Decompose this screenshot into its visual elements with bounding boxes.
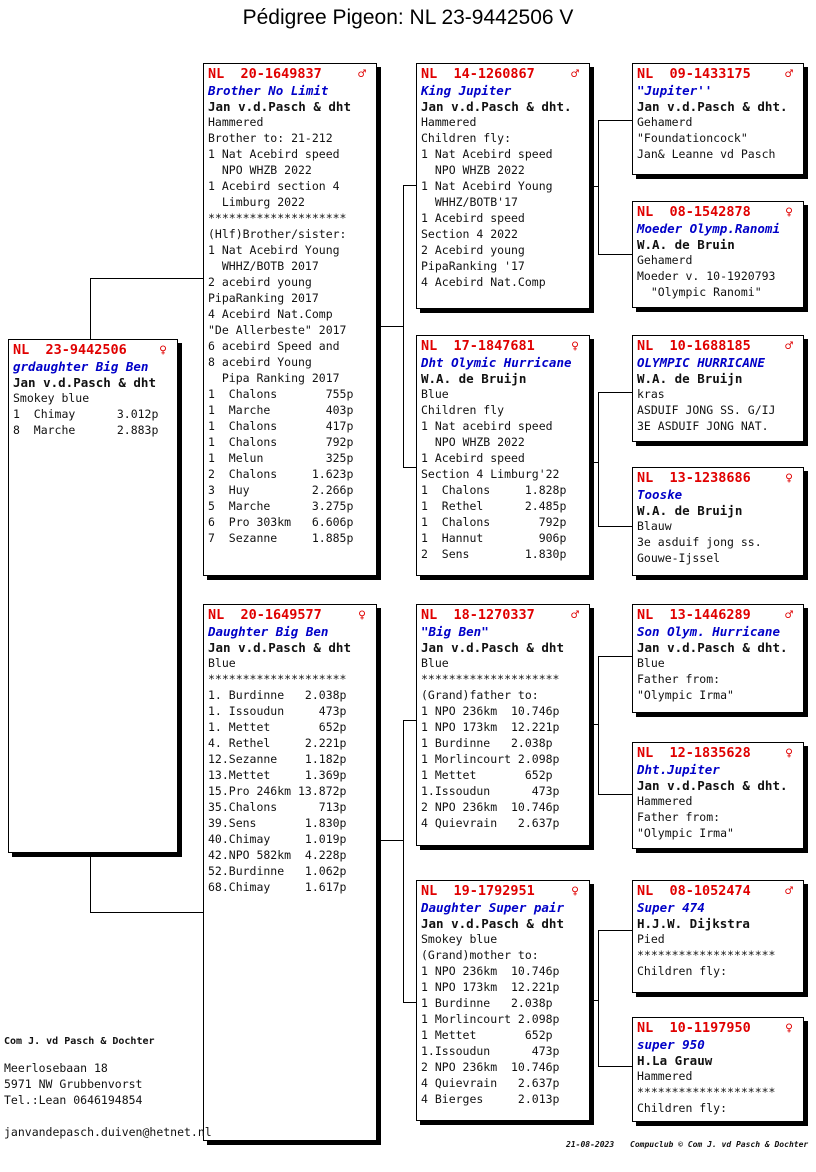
info-line: (Hlf)Brother/sister:	[208, 227, 347, 241]
ring-code: 13-1446289	[669, 607, 751, 623]
ring-code: 19-1792951	[453, 883, 535, 899]
pigeon-card	[632, 63, 804, 175]
pigeon-name: King Jupiter	[421, 83, 512, 98]
connector-line	[598, 656, 599, 794]
ring-number	[13, 342, 127, 359]
info-line: 1 Nat Acebird Young	[208, 243, 340, 257]
country-code: NL	[637, 745, 654, 761]
pigeon-header	[637, 204, 799, 221]
pigeon-card	[632, 335, 804, 442]
pigeon-header	[421, 607, 585, 624]
connector-line	[403, 185, 417, 186]
connector-line	[598, 120, 633, 121]
info-line: 4 Bierges 2.013p	[421, 1092, 560, 1106]
info-line: 5 Marche 3.275p	[208, 499, 354, 513]
info-line: 2 Sens 1.830p	[421, 547, 567, 561]
pigeon-header	[421, 66, 585, 83]
ring-code: 20-1649577	[240, 607, 322, 623]
info-line: 8 Marche 2.883p	[13, 423, 159, 437]
pigeon-header	[208, 66, 372, 83]
pigeon-header	[637, 745, 799, 762]
info-line: Hammered	[637, 794, 693, 808]
software-credit: Compuclub © Com J. vd Pasch & Dochter	[630, 1140, 809, 1149]
info-line: "Foundationcock"	[637, 131, 748, 145]
female-icon: ♀	[159, 343, 167, 358]
breeder-name: Jan v.d.Pasch & dht	[208, 99, 351, 114]
ring-number	[637, 883, 751, 900]
info-line: 4 Acebird Nat.Comp	[421, 275, 546, 289]
info-line: Blue	[208, 656, 236, 670]
info-line: Limburg 2022	[208, 195, 305, 209]
breeder-name: W.A. de Bruijn	[637, 503, 743, 518]
info-line: 2 NPO 236km 10.746p	[421, 1060, 560, 1074]
address-line: Tel.:Lean 0646194854	[4, 1093, 143, 1107]
info-line: Father from:	[637, 672, 721, 686]
breeder-name: H.La Grauw	[637, 1053, 713, 1068]
connector-line	[380, 326, 404, 327]
info-line: 2 NPO 236km 10.746p	[421, 800, 560, 814]
pigeon-name: Brother No Limit	[208, 83, 329, 98]
country-code: NL	[637, 338, 654, 354]
info-line: Children fly:	[421, 131, 512, 145]
info-line: 15.Pro 246km 13.872p	[208, 784, 347, 798]
pigeon-card	[632, 880, 804, 993]
breeder-name: Jan v.d.Pasch & dht	[208, 640, 351, 655]
page-title: Pédigree Pigeon: NL 23-9442506 V	[242, 6, 574, 29]
connector-line	[403, 185, 404, 467]
print-date: 21-08-2023	[566, 1140, 615, 1149]
pigeon-header	[637, 1020, 799, 1037]
pigeon-name: Moeder Olymp.Ranomi	[637, 221, 780, 236]
info-line: NPO WHZB 2022	[421, 435, 525, 449]
info-line: Pied	[637, 932, 665, 946]
info-line: 1 Mettet 652p	[421, 768, 553, 782]
female-icon: ♀	[571, 884, 579, 899]
ring-code: 14-1260867	[453, 66, 535, 82]
info-line: Brother to: 21-212	[208, 131, 333, 145]
info-line: Blue	[421, 387, 449, 401]
info-line: 1 Chalons 755p	[208, 387, 354, 401]
connector-line	[90, 912, 204, 913]
info-line: 1 Chimay 3.012p	[13, 407, 159, 421]
info-line: kras	[637, 387, 665, 401]
info-line: ********************	[637, 948, 776, 962]
info-line: "Olympic Irma"	[637, 826, 734, 840]
ring-code: 17-1847681	[453, 338, 535, 354]
male-icon: ♂	[571, 608, 579, 623]
info-line: "Olympic Ranomi"	[637, 285, 762, 299]
info-line: 1 Acebird speed	[421, 211, 525, 225]
info-line: 1 Chalons 1.828p	[421, 483, 567, 497]
connector-line	[598, 656, 633, 657]
info-line: Hammered	[637, 1069, 693, 1083]
info-line: 1 Nat Acebird speed	[421, 147, 553, 161]
info-line: 6 Pro 303km 6.606p	[208, 515, 354, 529]
info-line: PipaRanking 2017	[208, 291, 319, 305]
male-icon: ♂	[785, 608, 793, 623]
ring-number	[637, 470, 751, 487]
info-line: 42.NPO 582km 4.228p	[208, 848, 347, 862]
info-line: 1 Nat acebird speed	[421, 419, 553, 433]
info-line: 12.Sezanne 1.182p	[208, 752, 347, 766]
ring-number	[208, 66, 322, 83]
info-line: Pipa Ranking 2017	[208, 371, 340, 385]
info-line: ********************	[208, 211, 347, 225]
info-line: 35.Chalons 713p	[208, 800, 347, 814]
breeder-name: Jan v.d.Pasch & dht.	[421, 99, 572, 114]
pigeon-card	[203, 604, 377, 1141]
pigeon-header	[637, 607, 799, 624]
info-line: Children fly:	[637, 964, 728, 978]
info-line: ********************	[208, 672, 347, 686]
connector-line	[403, 720, 417, 721]
info-line: Hammered	[421, 115, 477, 129]
ring-number	[421, 338, 535, 355]
pigeon-header	[637, 883, 799, 900]
info-line: 8 acebird Young	[208, 355, 312, 369]
info-line: 1 Melun 325p	[208, 451, 354, 465]
pigeon-card	[632, 1017, 804, 1122]
info-line: 1 Acebird section 4	[208, 179, 340, 193]
info-line: 1 NPO 236km 10.746p	[421, 704, 560, 718]
country-code: NL	[421, 883, 438, 899]
country-code: NL	[208, 66, 225, 82]
info-line: 1 Nat Acebird Young	[421, 179, 553, 193]
pigeon-name: Daughter Super pair	[421, 900, 564, 915]
pigeon-name: super 950	[637, 1037, 705, 1052]
connector-line	[598, 930, 599, 1066]
ring-code: 20-1649837	[240, 66, 322, 82]
owner-name: Com J. vd Pasch & Dochter	[4, 1036, 155, 1047]
pigeon-card	[203, 63, 377, 576]
connector-line	[598, 930, 633, 931]
breeder-name: Jan v.d.Pasch & dht	[13, 375, 156, 390]
info-line: Children fly:	[637, 1101, 728, 1115]
ring-number	[208, 607, 322, 624]
ring-number	[637, 66, 751, 83]
breeder-name: W.A. de Bruin	[637, 237, 735, 252]
info-line: Moeder v. 10-1920793	[637, 269, 776, 283]
info-line: 1 NPO 173km 12.221p	[421, 980, 560, 994]
pigeon-name: Tooske	[637, 487, 683, 502]
info-line: 39.Sens 1.830p	[208, 816, 347, 830]
info-line: ASDUIF JONG SS. G/IJ	[637, 403, 776, 417]
connector-line	[598, 392, 599, 526]
info-line: 1 Rethel 2.485p	[421, 499, 567, 513]
info-line: 1 Burdinne 2.038p	[421, 736, 553, 750]
male-icon: ♂	[785, 67, 793, 82]
pigeon-header	[208, 607, 372, 624]
info-line: Children fly	[421, 403, 505, 417]
info-line: Blauw	[637, 519, 672, 533]
connector-line	[90, 278, 91, 342]
ring-code: 23-9442506	[45, 342, 127, 358]
male-icon: ♂	[571, 67, 579, 82]
male-icon: ♂	[358, 67, 366, 82]
female-icon: ♀	[785, 471, 793, 486]
country-code: NL	[421, 66, 438, 82]
info-line: 3e asduif jong ss.	[637, 535, 762, 549]
ring-number	[637, 338, 751, 355]
info-line: 3E ASDUIF JONG NAT.	[637, 419, 769, 433]
country-code: NL	[637, 883, 654, 899]
info-line: 4. Rethel 2.221p	[208, 736, 347, 750]
pigeon-name: OLYMPIC HURRICANE	[637, 355, 765, 370]
info-line: 40.Chimay 1.019p	[208, 832, 347, 846]
info-line: Gehamerd	[637, 115, 693, 129]
pigeon-name: Dht.Jupiter	[637, 762, 720, 777]
info-line: PipaRanking '17	[421, 259, 525, 273]
breeder-name: Jan v.d.Pasch & dht.	[637, 778, 788, 793]
info-line: WHHZ/BOTB'17	[421, 195, 518, 209]
ring-code: 13-1238686	[669, 470, 751, 486]
info-line: "Olympic Irma"	[637, 688, 734, 702]
info-line: "De Allerbeste" 2017	[208, 323, 347, 337]
info-line: Father from:	[637, 810, 721, 824]
info-line: Gehamerd	[637, 253, 693, 267]
pigeon-header	[421, 883, 585, 900]
info-line: 1 Nat Acebird speed	[208, 147, 340, 161]
info-line: 2 Acebird young	[421, 243, 525, 257]
country-code: NL	[421, 607, 438, 623]
ring-code: 09-1433175	[669, 66, 751, 82]
info-line: 13.Mettet 1.369p	[208, 768, 347, 782]
info-line: 1 NPO 236km 10.746p	[421, 964, 560, 978]
country-code: NL	[637, 1020, 654, 1036]
breeder-name: Jan v.d.Pasch & dht	[421, 640, 564, 655]
female-icon: ♀	[785, 205, 793, 220]
info-line: 1 Chalons 792p	[421, 515, 567, 529]
info-line: ********************	[421, 672, 560, 686]
info-line: 1 Acebird speed	[421, 451, 525, 465]
info-line: 1.Issoudun 473p	[421, 784, 560, 798]
connector-line	[403, 1002, 417, 1003]
country-code: NL	[637, 66, 654, 82]
breeder-name: H.J.W. Dijkstra	[637, 916, 750, 931]
pigeon-card	[416, 604, 590, 846]
info-line: Section 4 2022	[421, 227, 518, 241]
female-icon: ♀	[785, 1021, 793, 1036]
connector-line	[403, 720, 404, 1002]
country-code: NL	[637, 470, 654, 486]
pigeon-header	[421, 338, 585, 355]
pigeon-card	[8, 339, 178, 853]
female-icon: ♀	[358, 608, 366, 623]
connector-line	[380, 840, 404, 841]
country-code: NL	[637, 204, 654, 220]
info-line: 1 Chalons 417p	[208, 419, 354, 433]
info-line: Smokey blue	[13, 391, 90, 405]
info-line: 4 Acebird Nat.Comp	[208, 307, 333, 321]
ring-code: 08-1542878	[669, 204, 751, 220]
pigeon-card	[416, 63, 590, 309]
pigeon-card	[416, 335, 590, 576]
info-line: 1 Hannut 906p	[421, 531, 567, 545]
info-line: 1 Chalons 792p	[208, 435, 354, 449]
pigeon-header	[637, 338, 799, 355]
info-line: 1. Issoudun 473p	[208, 704, 347, 718]
pigeon-header	[13, 342, 173, 359]
pigeon-card	[632, 742, 804, 849]
ring-number	[637, 607, 751, 624]
breeder-name: Jan v.d.Pasch & dht.	[637, 99, 788, 114]
info-line: Blue	[421, 656, 449, 670]
connector-line	[90, 278, 204, 279]
breeder-name: Jan v.d.Pasch & dht.	[637, 640, 788, 655]
pigeon-name: Dht Olymic Hurricane	[421, 355, 572, 370]
ring-number	[421, 883, 535, 900]
info-line: NPO WHZB 2022	[421, 163, 525, 177]
ring-number	[421, 607, 535, 624]
info-line: Smokey blue	[421, 932, 498, 946]
email-link[interactable]: janvandepasch.duiven@hetnet.nl	[4, 1125, 212, 1139]
ring-number	[637, 1020, 751, 1037]
connector-line	[403, 467, 417, 468]
info-line: Jan& Leanne vd Pasch	[637, 147, 776, 161]
info-line: Section 4 Limburg'22	[421, 467, 560, 481]
info-line: 52.Burdinne 1.062p	[208, 864, 347, 878]
info-line: 2 acebird young	[208, 275, 312, 289]
info-line: 1. Burdinne 2.038p	[208, 688, 347, 702]
info-line: WHHZ/BOTB 2017	[208, 259, 319, 273]
male-icon: ♂	[785, 884, 793, 899]
info-line: (Grand)father to:	[421, 688, 539, 702]
pigeon-header	[637, 66, 799, 83]
connector-line	[90, 852, 91, 912]
address-line: Meerlosebaan 18	[4, 1061, 108, 1075]
connector-line	[598, 794, 633, 795]
country-code: NL	[208, 607, 225, 623]
info-line: 1 Morlincourt 2.098p	[421, 1012, 560, 1026]
info-line: Blue	[637, 656, 665, 670]
info-line: 4 Quievrain 2.637p	[421, 1076, 560, 1090]
pigeon-card	[632, 604, 804, 713]
pigeon-card	[416, 880, 590, 1121]
info-line: 1. Mettet 652p	[208, 720, 347, 734]
pigeon-header	[637, 470, 799, 487]
connector-line	[598, 392, 633, 393]
ring-number	[421, 66, 535, 83]
ring-code: 12-1835628	[669, 745, 751, 761]
info-line: Hammered	[208, 115, 264, 129]
info-line: 1 Mettet 652p	[421, 1028, 553, 1042]
info-line: 68.Chimay 1.617p	[208, 880, 347, 894]
info-line: 1.Issoudun 473p	[421, 1044, 560, 1058]
address-line: 5971 NW Grubbenvorst	[4, 1077, 143, 1091]
male-icon: ♂	[785, 339, 793, 354]
country-code: NL	[13, 342, 30, 358]
ring-number	[637, 204, 751, 221]
ring-code: 08-1052474	[669, 883, 751, 899]
info-line: 2 Chalons 1.623p	[208, 467, 354, 481]
country-code: NL	[421, 338, 438, 354]
info-line: 1 NPO 173km 12.221p	[421, 720, 560, 734]
pigeon-name: Daughter Big Ben	[208, 624, 329, 639]
info-line: 3 Huy 2.266p	[208, 483, 354, 497]
connector-line	[598, 254, 633, 255]
connector-line	[598, 1066, 633, 1067]
connector-line	[598, 526, 633, 527]
info-line: (Grand)mother to:	[421, 948, 539, 962]
pigeon-name: "Jupiter''	[637, 83, 713, 98]
breeder-name: W.A. de Bruijn	[637, 371, 743, 386]
info-line: 4 Quievrain 2.637p	[421, 816, 560, 830]
info-line: 1 Marche 403p	[208, 403, 354, 417]
pigeon-name: "Big Ben"	[421, 624, 489, 639]
info-line: ********************	[637, 1085, 776, 1099]
connector-line	[598, 120, 599, 254]
info-line: Gouwe-Ijssel	[637, 551, 721, 565]
breeder-name: W.A. de Bruijn	[421, 371, 527, 386]
info-line: NPO WHZB 2022	[208, 163, 312, 177]
info-line: 6 acebird Speed and	[208, 339, 340, 353]
info-line: 1 Burdinne 2.038p	[421, 996, 553, 1010]
info-line: 1 Morlincourt 2.098p	[421, 752, 560, 766]
female-icon: ♀	[785, 746, 793, 761]
pigeon-name: Super 474	[637, 900, 705, 915]
ring-code: 10-1197950	[669, 1020, 751, 1036]
ring-code: 10-1688185	[669, 338, 751, 354]
breeder-name: Jan v.d.Pasch & dht	[421, 916, 564, 931]
pigeon-name: Son Olym. Hurricane	[637, 624, 780, 639]
ring-number	[637, 745, 751, 762]
pigeon-name: grdaughter Big Ben	[13, 359, 149, 374]
info-line: 7 Sezanne 1.885p	[208, 531, 354, 545]
pigeon-card	[632, 467, 804, 576]
pigeon-card	[632, 201, 804, 308]
female-icon: ♀	[571, 339, 579, 354]
ring-code: 18-1270337	[453, 607, 535, 623]
country-code: NL	[637, 607, 654, 623]
